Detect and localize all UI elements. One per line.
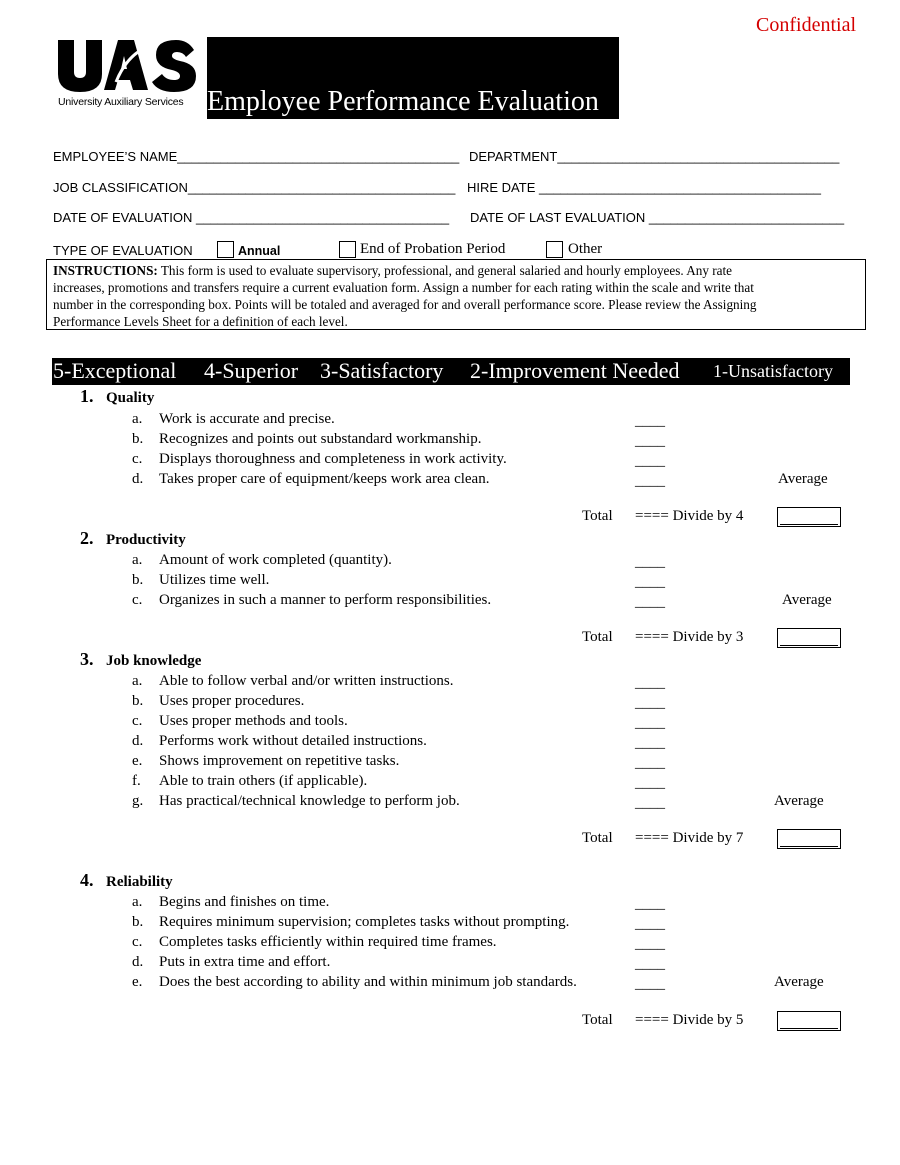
- score-box-underline: [780, 846, 838, 847]
- item-letter: d.: [132, 954, 144, 970]
- item-letter: b.: [132, 914, 144, 930]
- section-title: Reliability: [106, 874, 173, 890]
- criterion-text: Begins and finishes on time.: [159, 894, 330, 910]
- rating-blank[interactable]: ____: [635, 433, 665, 449]
- item-letter: g.: [132, 793, 144, 809]
- page-title: Employee Performance Evaluation: [207, 86, 599, 117]
- department-field[interactable]: DEPARTMENT_______________________________________: [469, 149, 840, 164]
- criterion-text: Utilizes time well.: [159, 572, 270, 588]
- rating-blank[interactable]: ____: [635, 453, 665, 469]
- rating-blank[interactable]: ____: [635, 675, 665, 691]
- item-letter: a.: [132, 894, 143, 910]
- rating-blank[interactable]: ____: [635, 413, 665, 429]
- total-label: Total: [582, 830, 613, 846]
- criterion-text: Able to train others (if applicable).: [159, 773, 368, 789]
- instructions-box: [46, 259, 866, 330]
- rating-blank[interactable]: ____: [635, 936, 665, 952]
- rating-blank[interactable]: ____: [635, 956, 665, 972]
- rating-blank[interactable]: ____: [635, 795, 665, 811]
- average-score-box[interactable]: [777, 829, 841, 849]
- criterion-text: Performs work without detailed instructions.: [159, 733, 427, 749]
- rating-blank[interactable]: ____: [635, 916, 665, 932]
- score-box-underline: [780, 1028, 838, 1029]
- criterion-text: Requires minimum supervision; completes tasks without prompting.: [159, 914, 570, 930]
- rating-blank[interactable]: ____: [635, 695, 665, 711]
- item-letter: c.: [132, 592, 143, 608]
- other-checkbox[interactable]: [546, 241, 563, 261]
- rating-scale-bar: [52, 358, 850, 385]
- total-label: Total: [582, 629, 613, 645]
- section-title: Quality: [106, 390, 155, 406]
- annual-option-label: Annual: [238, 244, 281, 258]
- rating-blank[interactable]: ____: [635, 976, 665, 992]
- section-number: 1.: [80, 386, 94, 406]
- item-letter: f.: [132, 773, 141, 789]
- job-classification-field[interactable]: JOB CLASSIFICATION_____________________________________: [53, 180, 456, 195]
- item-letter: c.: [132, 451, 143, 467]
- employee-name-field[interactable]: EMPLOYEE’S NAME_______________________________________: [53, 149, 460, 164]
- average-label: Average: [782, 592, 832, 608]
- instructions-heading: INSTRUCTIONS:: [53, 263, 158, 278]
- rating-blank[interactable]: ____: [635, 574, 665, 590]
- average-label: Average: [774, 974, 824, 990]
- total-label: Total: [582, 508, 613, 524]
- rating-blank[interactable]: ____: [635, 594, 665, 610]
- criterion-text: Takes proper care of equipment/keeps work area clean.: [159, 471, 490, 487]
- logo-subtitle: University Auxiliary Services: [58, 96, 184, 108]
- date-of-last-evaluation-field[interactable]: DATE OF LAST EVALUATION ___________________________: [470, 210, 845, 225]
- rating-blank[interactable]: ____: [635, 896, 665, 912]
- criterion-text: Work is accurate and precise.: [159, 411, 335, 427]
- end-of-probation-option-label: End of Probation Period: [360, 241, 506, 257]
- item-letter: a.: [132, 411, 143, 427]
- criterion-text: Organizes in such a manner to perform responsibilities.: [159, 592, 492, 608]
- criterion-text: Displays thoroughness and completeness in work activity.: [159, 451, 507, 467]
- instructions-line-1: This form is used to evaluate supervisory, professional, and general salaried and hourly employees. Any rate: [157, 263, 733, 278]
- criterion-text: Uses proper procedures.: [159, 693, 305, 709]
- end-of-probation-checkbox[interactable]: [339, 241, 356, 261]
- average-score-box[interactable]: [777, 507, 841, 527]
- scale-exceptional: 5-Exceptional: [53, 358, 177, 383]
- item-letter: b.: [132, 693, 144, 709]
- average-label: Average: [774, 793, 824, 809]
- scale-improvement-needed: 2-Improvement Needed: [470, 358, 680, 383]
- rating-blank[interactable]: ____: [635, 715, 665, 731]
- score-box-underline: [780, 524, 838, 525]
- score-box-underline: [780, 645, 838, 646]
- criterion-text: Completes tasks efficiently within required time frames.: [159, 934, 497, 950]
- instructions-line-4: Performance Levels Sheet for a definition of each level.: [53, 314, 348, 329]
- instructions-line-3: number in the corresponding box. Points will be totaled and averaged for and overall performance score. Please review the Assigning: [53, 297, 757, 312]
- scale-superior: 4-Superior: [204, 358, 299, 383]
- section-number: 4.: [80, 870, 94, 890]
- item-letter: a.: [132, 673, 143, 689]
- item-letter: b.: [132, 431, 144, 447]
- criterion-text: Able to follow verbal and/or written instructions.: [159, 673, 454, 689]
- average-score-box[interactable]: [777, 628, 841, 648]
- scale-satisfactory: 3-Satisfactory: [320, 358, 444, 383]
- criterion-text: Recognizes and points out substandard workmanship.: [159, 431, 482, 447]
- criterion-text: Has practical/technical knowledge to perform job.: [159, 793, 460, 809]
- item-letter: e.: [132, 974, 143, 990]
- item-letter: b.: [132, 572, 144, 588]
- evaluation-type-label: TYPE OF EVALUATION: [53, 243, 193, 258]
- item-letter: e.: [132, 753, 143, 769]
- average-score-box[interactable]: [777, 1011, 841, 1031]
- divide-instruction: ==== Divide by 7: [635, 830, 744, 846]
- item-letter: c.: [132, 934, 143, 950]
- section-number: 2.: [80, 528, 94, 548]
- criterion-text: Puts in extra time and effort.: [159, 954, 331, 970]
- criterion-text: Amount of work completed (quantity).: [159, 552, 392, 568]
- section-title: Productivity: [106, 532, 186, 548]
- item-letter: a.: [132, 552, 143, 568]
- average-label: Average: [778, 471, 828, 487]
- criterion-text: Uses proper methods and tools.: [159, 713, 348, 729]
- date-of-evaluation-field[interactable]: DATE OF EVALUATION ___________________________________: [53, 210, 450, 225]
- scale-unsatisfactory: 1-Unsatisfactory: [713, 361, 833, 381]
- confidential-label: Confidential: [756, 14, 856, 36]
- rating-blank[interactable]: ____: [635, 473, 665, 489]
- rating-blank[interactable]: ____: [635, 735, 665, 751]
- section-number: 3.: [80, 649, 94, 669]
- rating-blank[interactable]: ____: [635, 554, 665, 570]
- divide-instruction: ==== Divide by 4: [635, 508, 744, 524]
- criterion-text: Shows improvement on repetitive tasks.: [159, 753, 400, 769]
- total-label: Total: [582, 1012, 613, 1028]
- rating-blank[interactable]: ____: [635, 775, 665, 791]
- annual-checkbox[interactable]: [217, 241, 234, 261]
- item-letter: c.: [132, 713, 143, 729]
- item-letter: d.: [132, 733, 144, 749]
- divide-instruction: ==== Divide by 5: [635, 1012, 744, 1028]
- hire-date-field[interactable]: HIRE DATE _______________________________________: [467, 180, 821, 195]
- item-letter: d.: [132, 471, 144, 487]
- divide-instruction: ==== Divide by 3: [635, 629, 744, 645]
- rating-blank[interactable]: ____: [635, 755, 665, 771]
- instructions-line-2: increases, promotions and transfers require a current evaluation form. Assign a number for each rating within the scale and write that: [53, 280, 754, 295]
- other-option-label: Other: [568, 241, 603, 257]
- criterion-text: Does the best according to ability and within minimum job standards.: [159, 974, 577, 990]
- section-title: Job knowledge: [106, 653, 202, 669]
